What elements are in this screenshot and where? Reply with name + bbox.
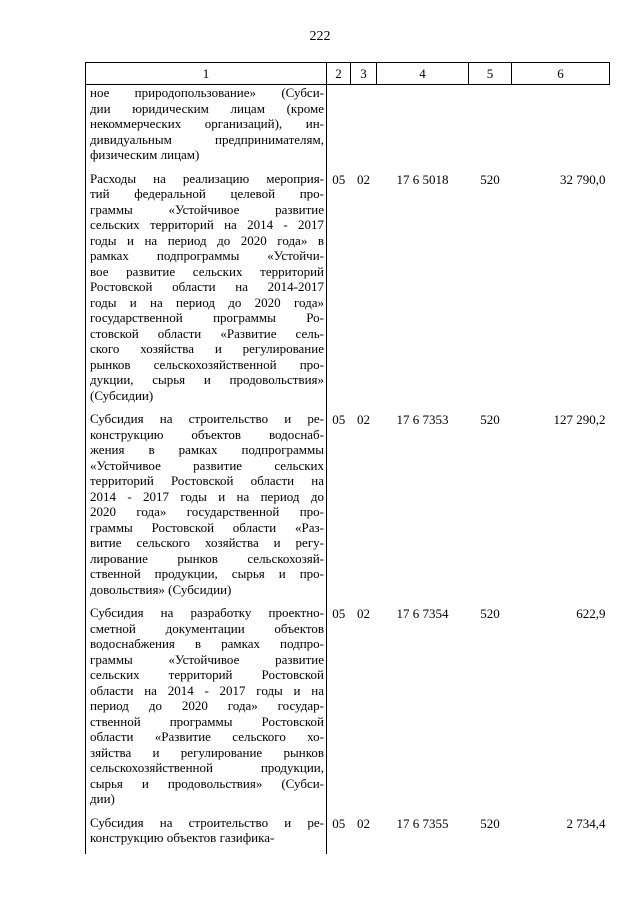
section-code-cell: 05 xyxy=(332,412,346,427)
expense-name-line: области на 2014 - 2017 годы и на xyxy=(90,682,324,698)
expense-name-line: витие сельского хозяйства и регу- xyxy=(90,535,324,550)
expense-name-line: вое развитие сельских территорий xyxy=(90,263,324,279)
column-header: 5 xyxy=(469,63,512,85)
expense-name-line: сметной документации объектов xyxy=(90,620,324,636)
expense-name-line: (Субсидии) xyxy=(90,387,154,403)
expense-name-line: дии) xyxy=(90,791,115,806)
expense-name-line: сельскохозяйственной продукции, xyxy=(90,760,324,775)
expense-name-line: физическим лицам) xyxy=(90,147,200,162)
column-header: 4 xyxy=(377,63,469,85)
subsection-code-cell: 02 xyxy=(357,815,370,831)
expense-name-line: ное природопользование» (Субси- xyxy=(90,85,324,100)
table-header-row xyxy=(86,63,610,85)
expense-name-line: граммы «Устойчивое развитие xyxy=(90,651,324,667)
expense-name-line: граммы «Устойчивое развитие xyxy=(90,201,324,217)
expense-name-line: довольствия» (Субсидии) xyxy=(90,581,232,597)
expense-name-line: рынков сельскохозяйственной про- xyxy=(90,356,324,372)
expense-name-line: конструкцию объектов газифика- xyxy=(90,830,275,845)
expense-name-line: период до 2020 года» государ- xyxy=(90,698,324,713)
expense-name-line: Расходы на реализацию мероприя- xyxy=(90,170,324,186)
expense-name-line: тий федеральной целевой про- xyxy=(90,186,324,201)
amount-cell: 622,9 xyxy=(576,606,606,621)
subsection-code-cell: 02 xyxy=(357,606,370,621)
table-row xyxy=(86,85,610,171)
expense-name-line: годы и на период до 2020 года» в xyxy=(90,232,324,248)
expense-name-line: Субсидия на строительство и ре- xyxy=(90,814,324,830)
expense-name-line: сельских территорий Ростовской xyxy=(90,667,324,682)
expense-name-cell xyxy=(86,171,327,412)
expense-name-cell xyxy=(86,605,327,815)
column-header: 1 xyxy=(86,63,327,85)
expense-type-cell: 520 xyxy=(480,606,500,621)
expense-name-line: области «Развитие сельского хо- xyxy=(90,729,324,744)
expense-name-line: сырья и продовольствия» (Субси- xyxy=(90,775,324,791)
section-code-cell: 05 xyxy=(332,815,346,831)
expense-name-line: «Устойчивое развитие сельских xyxy=(90,457,324,473)
expense-name-line: государственной программы Ро- xyxy=(90,310,324,325)
expense-name-line: сельских территорий на 2014 - 2017 xyxy=(90,217,324,232)
subsection-code-cell: 02 xyxy=(357,412,370,427)
budget-table xyxy=(85,62,610,854)
target-article-cell xyxy=(377,85,469,171)
expense-name-line: 2014 - 2017 годы и на период до xyxy=(90,488,324,504)
expense-type-cell xyxy=(469,85,512,171)
amount-cell: 32 790,0 xyxy=(560,171,606,187)
expense-name-line: рамках подпрограммы «Устойчи- xyxy=(90,248,324,263)
subsection-code-cell xyxy=(351,85,377,171)
amount-cell: 2 734,4 xyxy=(566,815,606,831)
expense-name-line: дии юридическим лицам (кроме xyxy=(90,100,324,116)
expense-name-line: Субсидия на разработку проектно- xyxy=(90,605,324,620)
expense-type-cell: 520 xyxy=(480,412,500,427)
section-code-cell xyxy=(327,85,351,171)
expense-name-line: лирование рынков сельскохозяй- xyxy=(90,550,324,566)
amount-cell xyxy=(512,85,610,171)
page-number: 222 xyxy=(309,29,331,44)
table-row xyxy=(86,171,610,412)
target-article-cell: 17 6 7353 xyxy=(396,412,449,427)
table-row xyxy=(86,815,610,854)
expense-name-cell xyxy=(86,411,327,605)
column-header: 2 xyxy=(327,63,351,85)
expense-name-line: Субсидия на строительство и ре- xyxy=(90,411,324,426)
expense-name-line: годы и на период до 2020 года» xyxy=(90,294,324,310)
target-article-cell: 17 6 7355 xyxy=(396,815,449,831)
expense-name-line: ственной продукции, сырья и про- xyxy=(90,566,324,581)
table-row xyxy=(86,411,610,605)
target-article-cell: 17 6 5018 xyxy=(396,171,449,187)
expense-name-line: жения в рамках подпрограммы xyxy=(90,442,324,457)
table-row xyxy=(86,605,610,815)
expense-name-line: дукции, сырья и продовольствия» xyxy=(90,372,324,387)
target-article-cell: 17 6 7354 xyxy=(396,606,449,621)
expense-type-cell: 520 xyxy=(480,171,500,187)
expense-name-line: граммы Ростовской области «Раз- xyxy=(90,519,324,535)
expense-name-line: дивидуальным предпринимателям, xyxy=(90,131,324,147)
expense-name-line: водоснабжения в рамках подпро- xyxy=(90,636,324,651)
section-code-cell: 05 xyxy=(332,171,346,187)
section-code-cell: 05 xyxy=(332,606,346,621)
expense-name-cell xyxy=(86,85,327,171)
amount-cell: 127 290,2 xyxy=(553,412,606,427)
column-header: 6 xyxy=(512,63,610,85)
expense-name-line: некоммерческих организаций), ин- xyxy=(90,116,324,131)
expense-name-line: стовской области «Развитие сель- xyxy=(90,325,324,341)
column-header: 3 xyxy=(351,63,377,85)
expense-name-line: ского хозяйства и регулирование xyxy=(90,341,324,356)
expense-name-line: территорий Ростовской области на xyxy=(90,473,324,488)
expense-type-cell: 520 xyxy=(480,815,500,831)
expense-name-cell xyxy=(86,815,327,854)
expense-name-line: ственной программы Ростовской xyxy=(90,713,324,729)
expense-name-line: зяйства и регулирование рынков xyxy=(90,744,324,760)
expense-name-line: конструкцию объектов водоснаб- xyxy=(90,426,324,442)
subsection-code-cell: 02 xyxy=(357,171,370,187)
expense-name-line: 2020 года» государственной про- xyxy=(90,504,324,519)
expense-name-line: Ростовской области на 2014-2017 xyxy=(90,279,324,294)
